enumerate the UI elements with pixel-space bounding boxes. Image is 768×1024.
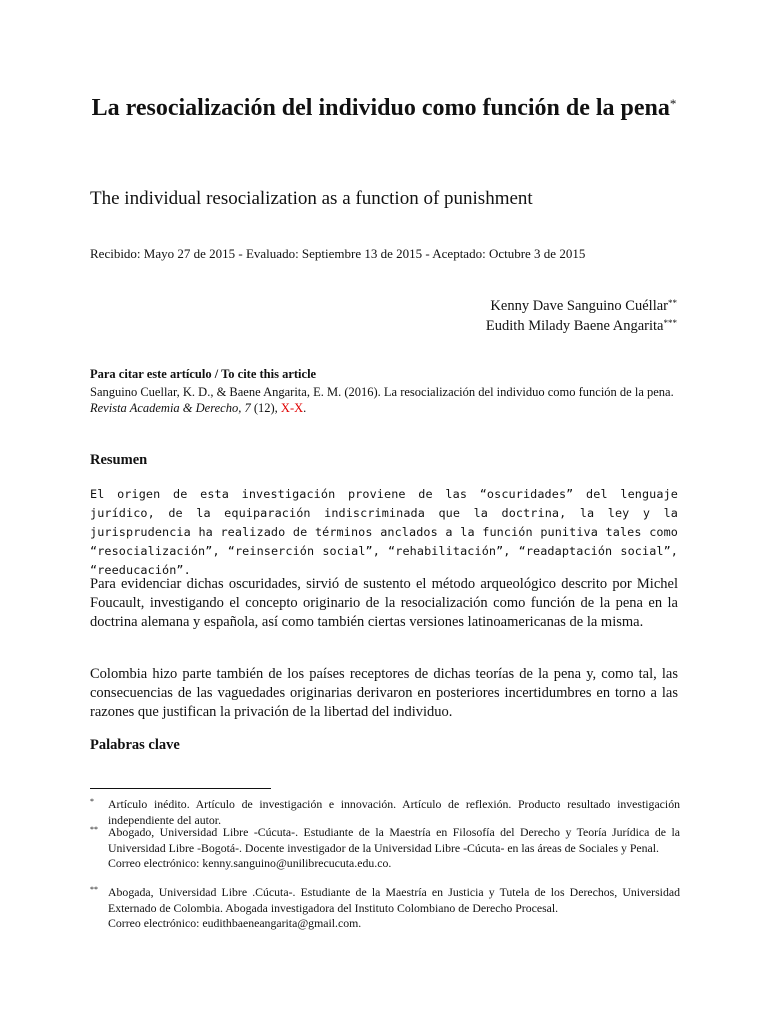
author-2-marker: *** <box>663 318 677 328</box>
author-1 <box>486 296 677 316</box>
title-text: La resocialización del individuo como función de la pena <box>91 95 670 121</box>
author-2-name: Eudith Milady Baene Angarita <box>485 318 664 334</box>
paper-title <box>90 93 678 123</box>
citation-line-2 <box>90 400 680 416</box>
footnote-3-marker: ** <box>90 885 98 894</box>
citation-end: . <box>303 401 307 415</box>
footnote-1-text: Artículo inédito. Artículo de investigación e innovación. Artículo de reflexión. Producto resultado investigación independiente del autor. <box>108 797 680 827</box>
citation-pages: X-X <box>280 401 304 415</box>
author-1-name: Kenny Dave Sanguino Cuéllar <box>490 298 668 314</box>
footnote-2-text: Abogado, Universidad Libre -Cúcuta-. Estudiante de la Maestría en Filosofía del Derecho y Teoría Jurídica de la Universidad Libre -Bogotá-. Docente investigador de la Universidad Libre -Cúcuta- en las áreas de Sociales y Penal. <box>108 825 680 855</box>
citation-heading: Para citar este artículo / To cite this article <box>90 367 317 381</box>
footnote-1-marker: * <box>90 797 94 806</box>
footnote-3-text: Abogada, Universidad Libre .Cúcuta-. Estudiante de la Maestría en Justicia y Tutela de los Derechos, Universidad Externado de Colombia. Abogada investigadora del Instituto Colombiano de Derecho Procesal. <box>108 885 680 915</box>
resumen-paragraph-1: El origen de esta investigación proviene de las “oscuridades” del lenguaje jurídico, de la equiparación indiscriminada que la doctrina, la ley y la jurisprudencia ha realizado de términos anclados a la función punitiva tales como “resocialización”, “reinserción social”, “rehabilitación”, “readaptación social”, “reeducación”. <box>90 487 678 577</box>
author-1-marker: ** <box>668 298 677 308</box>
citation-journal: Revista Academia & Derecho, 7 <box>90 401 251 415</box>
resumen-paragraph-3: Colombia hizo parte también de los países receptores de dichas teorías de la pena y, como tal, las consecuencias de las vaguedades originarias derivaron en posteriores incertidumbres en torno a las razones que justifican la privación de la libertad del individuo. <box>90 666 678 720</box>
footnote-1 <box>90 797 680 828</box>
resumen-paragraph-2: Para evidenciar dichas oscuridades, sirvió de sustento el método arqueológico descrito por Michel Foucault, investigando el concepto originario de la resocialización como función de la pena en la doctrina alemana y española, así como también ciertas versiones latinoamericanas de la misma. <box>90 576 678 630</box>
keywords-heading: Palabras clave <box>90 737 180 753</box>
title-footnote-marker: * <box>669 96 677 111</box>
citation-issue: (12), <box>250 401 281 415</box>
citation-line-1: Sanguino Cuellar, K. D., & Baene Angarita, E. M. (2016). La resocialización del individuo como función de la pena. <box>90 385 674 399</box>
footnote-2 <box>90 825 680 872</box>
citation-body <box>90 384 680 416</box>
author-2 <box>486 316 677 336</box>
footnote-3 <box>90 885 680 932</box>
english-subtitle: The individual resocialization as a function of punishment <box>90 188 533 209</box>
footnote-separator <box>90 788 271 789</box>
author-block <box>486 296 677 336</box>
submission-dates: Recibido: Mayo 27 de 2015 - Evaluado: Septiembre 13 de 2015 - Aceptado: Octubre 3 de 2015 <box>90 246 586 261</box>
footnote-2-email: Correo electrónico: kenny.sanguino@unilibrecucuta.edu.co. <box>108 856 392 870</box>
resumen-heading: Resumen <box>90 452 148 468</box>
footnote-3-email: Correo electrónico: eudithbaeneangarita@gmail.com. <box>108 916 362 930</box>
footnote-2-marker: ** <box>90 825 98 834</box>
